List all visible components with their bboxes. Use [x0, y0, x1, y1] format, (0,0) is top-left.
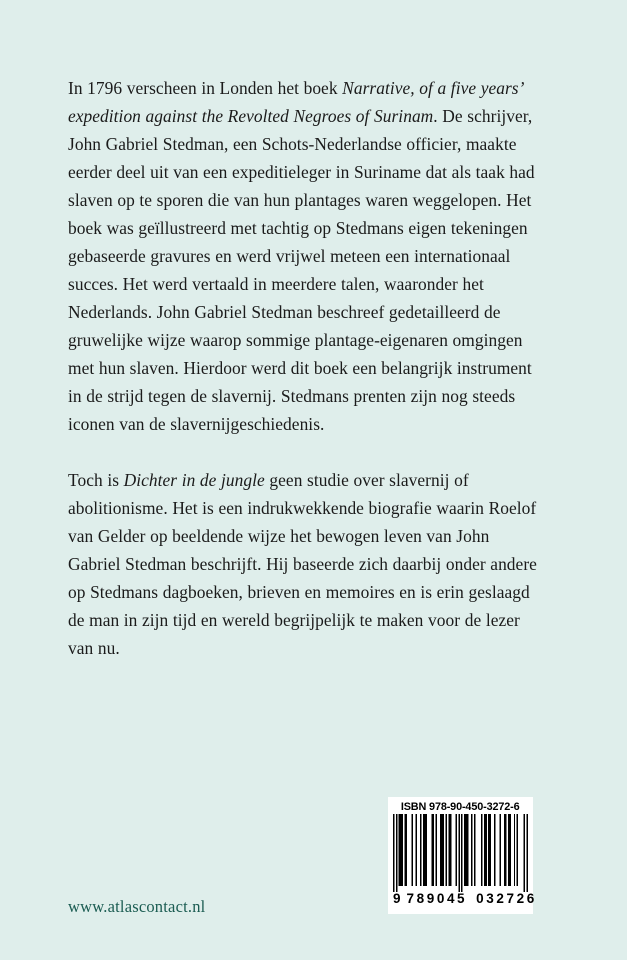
- blurb-text-block: [68, 74, 538, 662]
- blurb-run-1-2: Narrative, of a five years’ expedition against the Revolted Negroes of Surinam: [68, 78, 523, 126]
- barcode-digits: [393, 891, 537, 906]
- blurb-paragraph-1: [68, 74, 538, 438]
- isbn-label: ISBN 978-90-450-3272-6: [401, 801, 520, 813]
- isbn-barcode: [388, 797, 537, 914]
- barcode-digits-left: 789045: [406, 891, 468, 906]
- barcode-digits-right: 032726: [476, 891, 537, 906]
- barcode-bars: [393, 814, 528, 892]
- blurb-run-1-1: In 1796 verscheen in Londen het boek: [68, 78, 343, 98]
- blurb-run-1-3: . De schrijver, John Gabriel Stedman, een Schots-Nederlandse officier, maakte eerder deel uit van een expeditieleger in Suriname dat als taak had slaven op te sporen die van hun plantages waren weggelopen. Het boek was geïllustreerd met tachtig op Stedmans eigen tekeningen gebaseerde gravures en werd vrijwel meteen een internationaal succes. Het werd vertaald in meerdere talen, waaronder het Nederlands. John Gabriel Stedman beschreef gedetailleerd de gruwelijke wijze waarop sommige plantage-eigenaren omgingen met hun slaven. Hierdoor werd dit boek een belangrijk instrument in de strijd tegen de slavernij. Stedmans prenten zijn nog steeds iconen van de slavernijgeschiedenis.: [68, 106, 535, 434]
- blurb-paragraph-2: [68, 466, 538, 662]
- blurb-run-2-2: Dichter in de jungle: [123, 470, 265, 490]
- blurb-run-2-1: Toch is: [68, 470, 124, 490]
- blurb-run-2-3: geen studie over slavernij of abolitionisme. Het is een indrukwekkende biografie waarin Roelof van Gelder op beeldende wijze het bewogen leven van John Gabriel Stedman beschrijft. Hij baseerde zich daarbij onder andere op Stedmans dagboeken, brieven en memoires en is erin geslaagd de man in zijn tijd en wereld begrijpelijk te maken voor de lezer van nu.: [68, 470, 537, 658]
- publisher-url[interactable]: www.atlascontact.nl: [68, 897, 206, 916]
- barcode-digit-lead: 9: [393, 891, 401, 906]
